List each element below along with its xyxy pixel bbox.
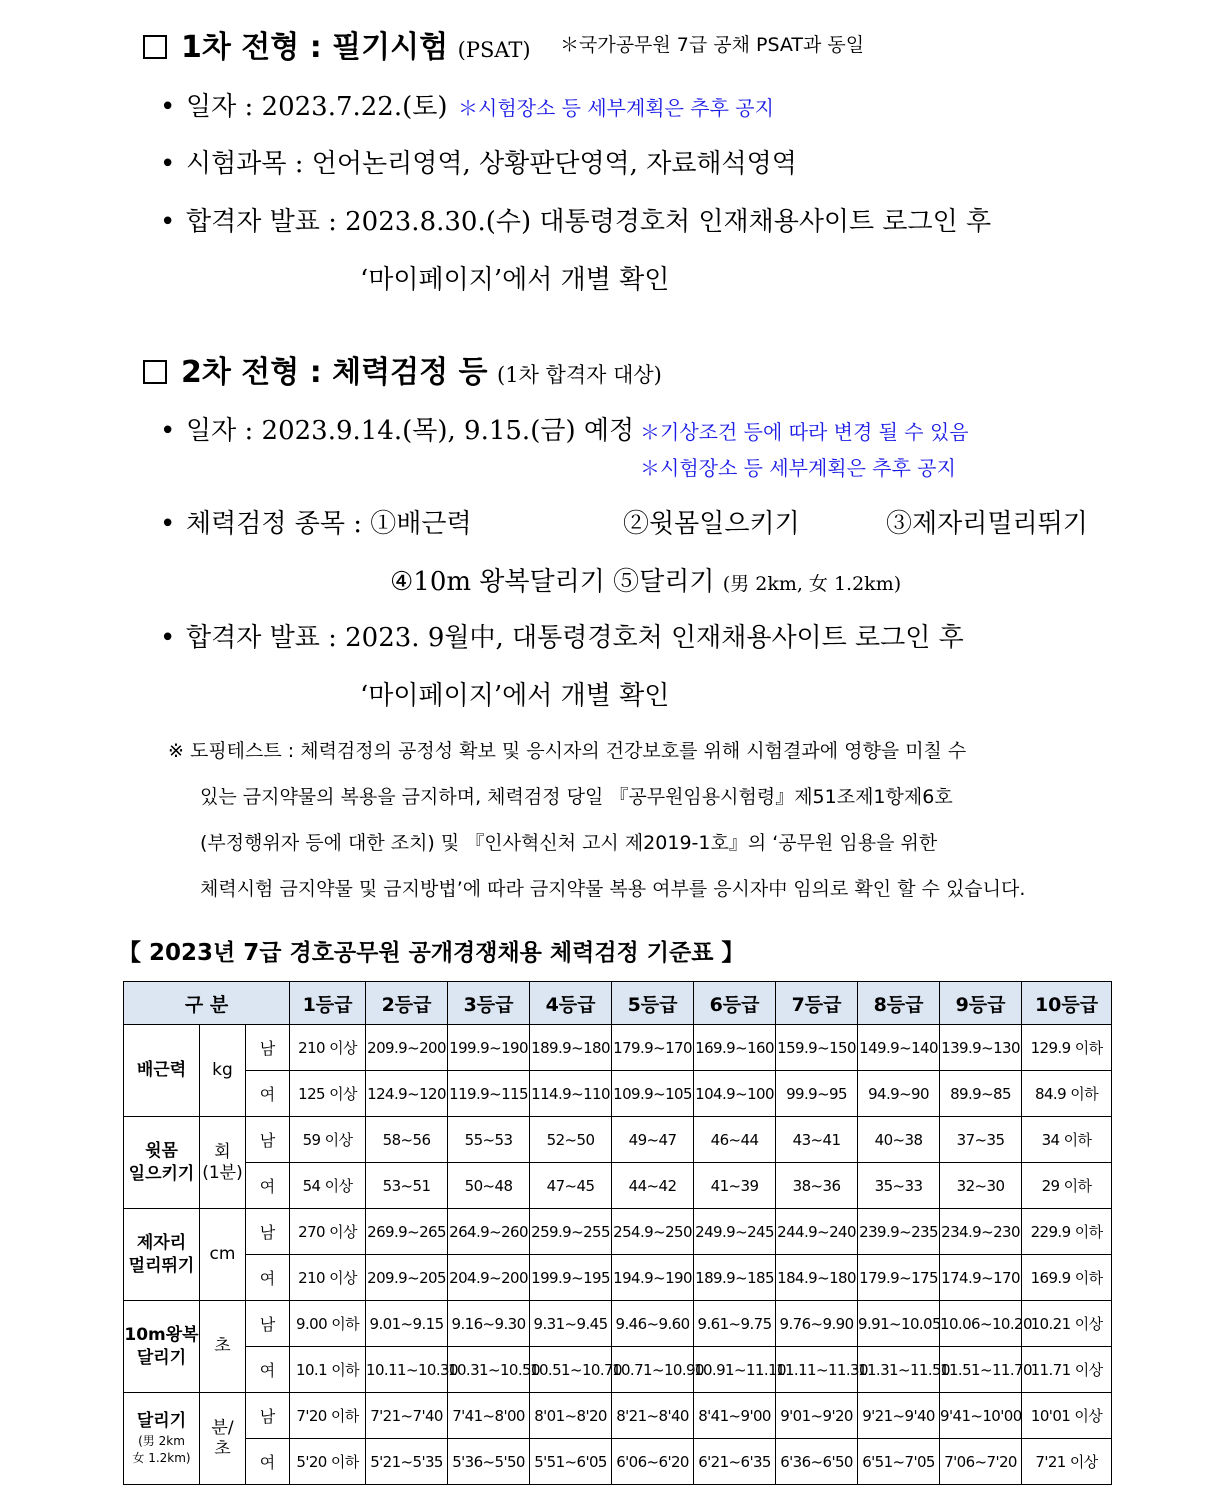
table-cell: 40~38 <box>858 1117 940 1163</box>
table-cell: 209.9~205 <box>366 1255 448 1301</box>
table-cell: 5'20 이하 <box>290 1439 366 1485</box>
table-cell: 6'21~6'35 <box>694 1439 776 1485</box>
sex-female-label: 여 <box>246 1163 290 1209</box>
table-cell: 9.46~9.60 <box>612 1301 694 1347</box>
table-cell: 7'21~7'40 <box>366 1393 448 1439</box>
header-grade: 8등급 <box>858 982 940 1025</box>
bullet-icon: • <box>160 149 176 179</box>
table-row <box>124 1025 1112 1071</box>
table-cell: 5'51~6'05 <box>530 1439 612 1485</box>
checkbox-square-icon <box>143 360 167 384</box>
table-cell: 184.9~180 <box>776 1255 858 1301</box>
stage2-title-sub: (1차 합격자 대상) <box>497 363 662 387</box>
row-unit: cm <box>200 1209 246 1301</box>
table-cell: 7'21 이상 <box>1022 1439 1112 1485</box>
sex-male-label: 남 <box>246 1393 290 1439</box>
table-cell: 38~36 <box>776 1163 858 1209</box>
table-cell: 10.51~10.70 <box>530 1347 612 1393</box>
table-cell: 10.31~10.50 <box>448 1347 530 1393</box>
stage2-events-label: 체력검정 종목 : ①배근력 <box>186 509 472 539</box>
table-cell: 104.9~100 <box>694 1071 776 1117</box>
table-cell: 179.9~170 <box>612 1025 694 1071</box>
table-cell: 124.9~120 <box>366 1071 448 1117</box>
table-cell: 29 이하 <box>1022 1163 1112 1209</box>
row-unit: 초 <box>200 1301 246 1393</box>
header-category: 구 분 <box>124 982 290 1025</box>
table-cell: 174.9~170 <box>940 1255 1022 1301</box>
doping-line4: 체력시험 금지약물 및 금지방법’에 따라 금지약물 복용 여부를 응시자中 임의로 확인 할 수 있습니다. <box>200 878 1026 900</box>
table-cell: 10.1 이하 <box>290 1347 366 1393</box>
table-cell: 189.9~180 <box>530 1025 612 1071</box>
sex-female-label: 여 <box>246 1347 290 1393</box>
table-cell: 9'01~9'20 <box>776 1393 858 1439</box>
header-grade: 2등급 <box>366 982 448 1025</box>
table-cell: 169.9~160 <box>694 1025 776 1071</box>
table-row <box>124 1071 1112 1117</box>
bullet-icon: • <box>160 416 176 446</box>
table-cell: 8'01~8'20 <box>530 1393 612 1439</box>
table-row <box>124 1163 1112 1209</box>
table-cell: 199.9~190 <box>448 1025 530 1071</box>
table-cell: 37~35 <box>940 1117 1022 1163</box>
stage2-event2: ②윗몸일으키기 <box>623 509 800 539</box>
table-cell: 270 이상 <box>290 1209 366 1255</box>
table-cell: 54 이상 <box>290 1163 366 1209</box>
stage2-result-item <box>160 617 964 654</box>
table-cell: 9.01~9.15 <box>366 1301 448 1347</box>
table-cell: 58~56 <box>366 1117 448 1163</box>
table-row <box>124 1117 1112 1163</box>
stage1-title-note: ＊국가공무원 7급 공채 PSAT과 동일 <box>560 34 865 56</box>
table-cell: 9.61~9.75 <box>694 1301 776 1347</box>
stage1-result-line1: 합격자 발표 : 2023.8.30.(수) 대통령경호처 인재채용사이트 로그인 후 <box>186 207 992 237</box>
table-cell: 264.9~260 <box>448 1209 530 1255</box>
header-grade: 6등급 <box>694 982 776 1025</box>
table-cell: 44~42 <box>612 1163 694 1209</box>
header-grade: 1등급 <box>290 982 366 1025</box>
table-cell: 10.91~11.10 <box>694 1347 776 1393</box>
table-cell: 249.9~245 <box>694 1209 776 1255</box>
stage1-result-line2: ‘마이페이지’에서 개별 확인 <box>360 265 670 295</box>
table-cell: 11.31~11.50 <box>858 1347 940 1393</box>
table-cell: 239.9~235 <box>858 1209 940 1255</box>
stage1-subjects-item <box>160 143 797 180</box>
stage1-title-sub: (PSAT) <box>457 38 531 62</box>
stage1-title: 1차 전형 : 필기시험 <box>181 30 449 65</box>
table-cell: 9'21~9'40 <box>858 1393 940 1439</box>
sex-male-label: 남 <box>246 1025 290 1071</box>
table-cell: 9.76~9.90 <box>776 1301 858 1347</box>
table-cell: 9.16~9.30 <box>448 1301 530 1347</box>
checkbox-square-icon <box>143 35 167 59</box>
row-category: 윗몸 일으키기 <box>124 1117 200 1209</box>
stage2-date-note2: ＊시험장소 등 세부계획은 추후 공지 <box>640 456 956 480</box>
table-row <box>124 1347 1112 1393</box>
fitness-standards-table <box>123 981 1112 1485</box>
table-cell: 6'36~6'50 <box>776 1439 858 1485</box>
table-cell: 9.31~9.45 <box>530 1301 612 1347</box>
table-cell: 47~45 <box>530 1163 612 1209</box>
table-cell: 199.9~195 <box>530 1255 612 1301</box>
table-cell: 8'41~9'00 <box>694 1393 776 1439</box>
table-cell: 43~41 <box>776 1117 858 1163</box>
table-cell: 129.9 이하 <box>1022 1025 1112 1071</box>
table-cell: 49~47 <box>612 1117 694 1163</box>
table-cell: 139.9~130 <box>940 1025 1022 1071</box>
stage2-heading <box>143 347 662 391</box>
stage2-result-line2: ‘마이페이지’에서 개별 확인 <box>360 681 670 711</box>
table-cell: 269.9~265 <box>366 1209 448 1255</box>
table-cell: 94.9~90 <box>858 1071 940 1117</box>
doping-line2: 있는 금지약물의 복용을 금지하며, 체력검정 당일 『공무원임용시험령』제51조제1항제6호 <box>200 786 953 808</box>
sex-male-label: 남 <box>246 1117 290 1163</box>
doping-line1: ※ 도핑테스트 : 체력검정의 공정성 확보 및 응시자의 건강보호를 위해 시험결과에 영향을 미칠 수 <box>168 740 967 762</box>
table-cell: 6'51~7'05 <box>858 1439 940 1485</box>
table-cell: 10.11~10.30 <box>366 1347 448 1393</box>
table-cell: 114.9~110 <box>530 1071 612 1117</box>
table-cell: 10.71~10.90 <box>612 1347 694 1393</box>
stage1-date-item <box>160 86 448 123</box>
sex-male-label: 남 <box>246 1301 290 1347</box>
table-cell: 159.9~150 <box>776 1025 858 1071</box>
header-grade: 7등급 <box>776 982 858 1025</box>
stage2-event3: ③제자리멀리뛰기 <box>886 509 1088 539</box>
header-grade: 5등급 <box>612 982 694 1025</box>
table-cell: 50~48 <box>448 1163 530 1209</box>
row-category: 달리기 (男 2km 女 1.2km) <box>124 1393 200 1485</box>
stage1-date: 일자 : 2023.7.22.(토) <box>186 92 448 122</box>
bullet-icon: • <box>160 623 176 653</box>
bullet-icon: • <box>160 92 176 122</box>
bullet-icon: • <box>160 207 176 237</box>
table-cell: 10.06~10.20 <box>940 1301 1022 1347</box>
table-cell: 46~44 <box>694 1117 776 1163</box>
row-unit: kg <box>200 1025 246 1117</box>
table-cell: 10'01 이상 <box>1022 1393 1112 1439</box>
table-cell: 125 이상 <box>290 1071 366 1117</box>
table-cell: 89.9~85 <box>940 1071 1022 1117</box>
table-cell: 35~33 <box>858 1163 940 1209</box>
table-cell: 149.9~140 <box>858 1025 940 1071</box>
table-cell: 11.71 이상 <box>1022 1347 1112 1393</box>
table-cell: 9.91~10.05 <box>858 1301 940 1347</box>
stage1-date-note: ＊시험장소 등 세부계획은 추후 공지 <box>458 96 774 120</box>
table-cell: 5'36~5'50 <box>448 1439 530 1485</box>
stage1-result-item <box>160 201 991 238</box>
table-header-row <box>124 982 1112 1025</box>
table-cell: 179.9~175 <box>858 1255 940 1301</box>
table-cell: 9'41~10'00 <box>940 1393 1022 1439</box>
row-category: 배근력 <box>124 1025 200 1117</box>
table-cell: 210 이상 <box>290 1255 366 1301</box>
table-cell: 244.9~240 <box>776 1209 858 1255</box>
stage2-title: 2차 전형 : 체력검정 등 <box>181 355 488 390</box>
header-grade: 3등급 <box>448 982 530 1025</box>
row-unit: 분/ 초 <box>200 1393 246 1485</box>
stage2-result-line1: 합격자 발표 : 2023. 9월中, 대통령경호처 인재채용사이트 로그인 후 <box>186 623 964 653</box>
header-grade: 9등급 <box>940 982 1022 1025</box>
table-cell: 109.9~105 <box>612 1071 694 1117</box>
stage2-date: 일자 : 2023.9.14.(목), 9.15.(금) 예정 <box>186 416 635 446</box>
sex-male-label: 남 <box>246 1209 290 1255</box>
table-cell: 7'20 이하 <box>290 1393 366 1439</box>
table-cell: 6'06~6'20 <box>612 1439 694 1485</box>
table-cell: 32~30 <box>940 1163 1022 1209</box>
table-cell: 41~39 <box>694 1163 776 1209</box>
table-cell: 210 이상 <box>290 1025 366 1071</box>
table-cell: 7'41~8'00 <box>448 1393 530 1439</box>
stage2-event4: ④10m 왕복달리기 ⑤달리기 <box>390 567 715 597</box>
table-row <box>124 1439 1112 1485</box>
header-grade: 10등급 <box>1022 982 1112 1025</box>
table-cell: 9.00 이하 <box>290 1301 366 1347</box>
stage2-event5-note: (男 2km, 女 1.2km) <box>722 573 902 595</box>
table-cell: 11.51~11.70 <box>940 1347 1022 1393</box>
table-cell: 53~51 <box>366 1163 448 1209</box>
table-cell: 259.9~255 <box>530 1209 612 1255</box>
sex-female-label: 여 <box>246 1439 290 1485</box>
sex-female-label: 여 <box>246 1255 290 1301</box>
stage1-heading <box>143 22 531 66</box>
stage2-date-note1: ＊기상조건 등에 따라 변경 될 수 있음 <box>640 420 969 444</box>
table-row <box>124 1301 1112 1347</box>
table-cell: 8'21~8'40 <box>612 1393 694 1439</box>
table-title: 【 2023년 7급 경호공무원 공개경쟁채용 체력검정 기준표 】 <box>118 940 745 966</box>
table-cell: 234.9~230 <box>940 1209 1022 1255</box>
row-category-note: (男 2km 女 1.2km) <box>132 1434 191 1465</box>
stage1-subjects: 시험과목 : 언어논리영역, 상황판단영역, 자료해석영역 <box>186 149 797 179</box>
table-cell: 59 이상 <box>290 1117 366 1163</box>
table-row <box>124 1209 1112 1255</box>
bullet-icon: • <box>160 509 176 539</box>
table-cell: 99.9~95 <box>776 1071 858 1117</box>
sex-female-label: 여 <box>246 1071 290 1117</box>
table-cell: 229.9 이하 <box>1022 1209 1112 1255</box>
row-unit: 회 (1분) <box>200 1117 246 1209</box>
table-cell: 254.9~250 <box>612 1209 694 1255</box>
table-cell: 52~50 <box>530 1117 612 1163</box>
stage2-event4-line <box>390 561 901 598</box>
table-cell: 209.9~200 <box>366 1025 448 1071</box>
table-cell: 7'06~7'20 <box>940 1439 1022 1485</box>
table-cell: 10.21 이상 <box>1022 1301 1112 1347</box>
table-cell: 119.9~115 <box>448 1071 530 1117</box>
header-grade: 4등급 <box>530 982 612 1025</box>
doping-line3: (부정행위자 등에 대한 조치) 및 『인사혁신처 고시 제2019-1호』의 ‘공무원 임용을 위한 <box>200 832 938 854</box>
table-cell: 34 이하 <box>1022 1117 1112 1163</box>
stage2-date-item <box>160 410 634 447</box>
table-cell: 55~53 <box>448 1117 530 1163</box>
row-category: 제자리 멀리뛰기 <box>124 1209 200 1301</box>
table-cell: 169.9 이하 <box>1022 1255 1112 1301</box>
stage2-events-item <box>160 503 472 540</box>
table-cell: 11.11~11.30 <box>776 1347 858 1393</box>
table-cell: 84.9 이하 <box>1022 1071 1112 1117</box>
table-cell: 194.9~190 <box>612 1255 694 1301</box>
table-cell: 204.9~200 <box>448 1255 530 1301</box>
row-category: 10m왕복 달리기 <box>124 1301 200 1393</box>
table-row <box>124 1393 1112 1439</box>
table-row <box>124 1255 1112 1301</box>
table-cell: 189.9~185 <box>694 1255 776 1301</box>
table-cell: 5'21~5'35 <box>366 1439 448 1485</box>
